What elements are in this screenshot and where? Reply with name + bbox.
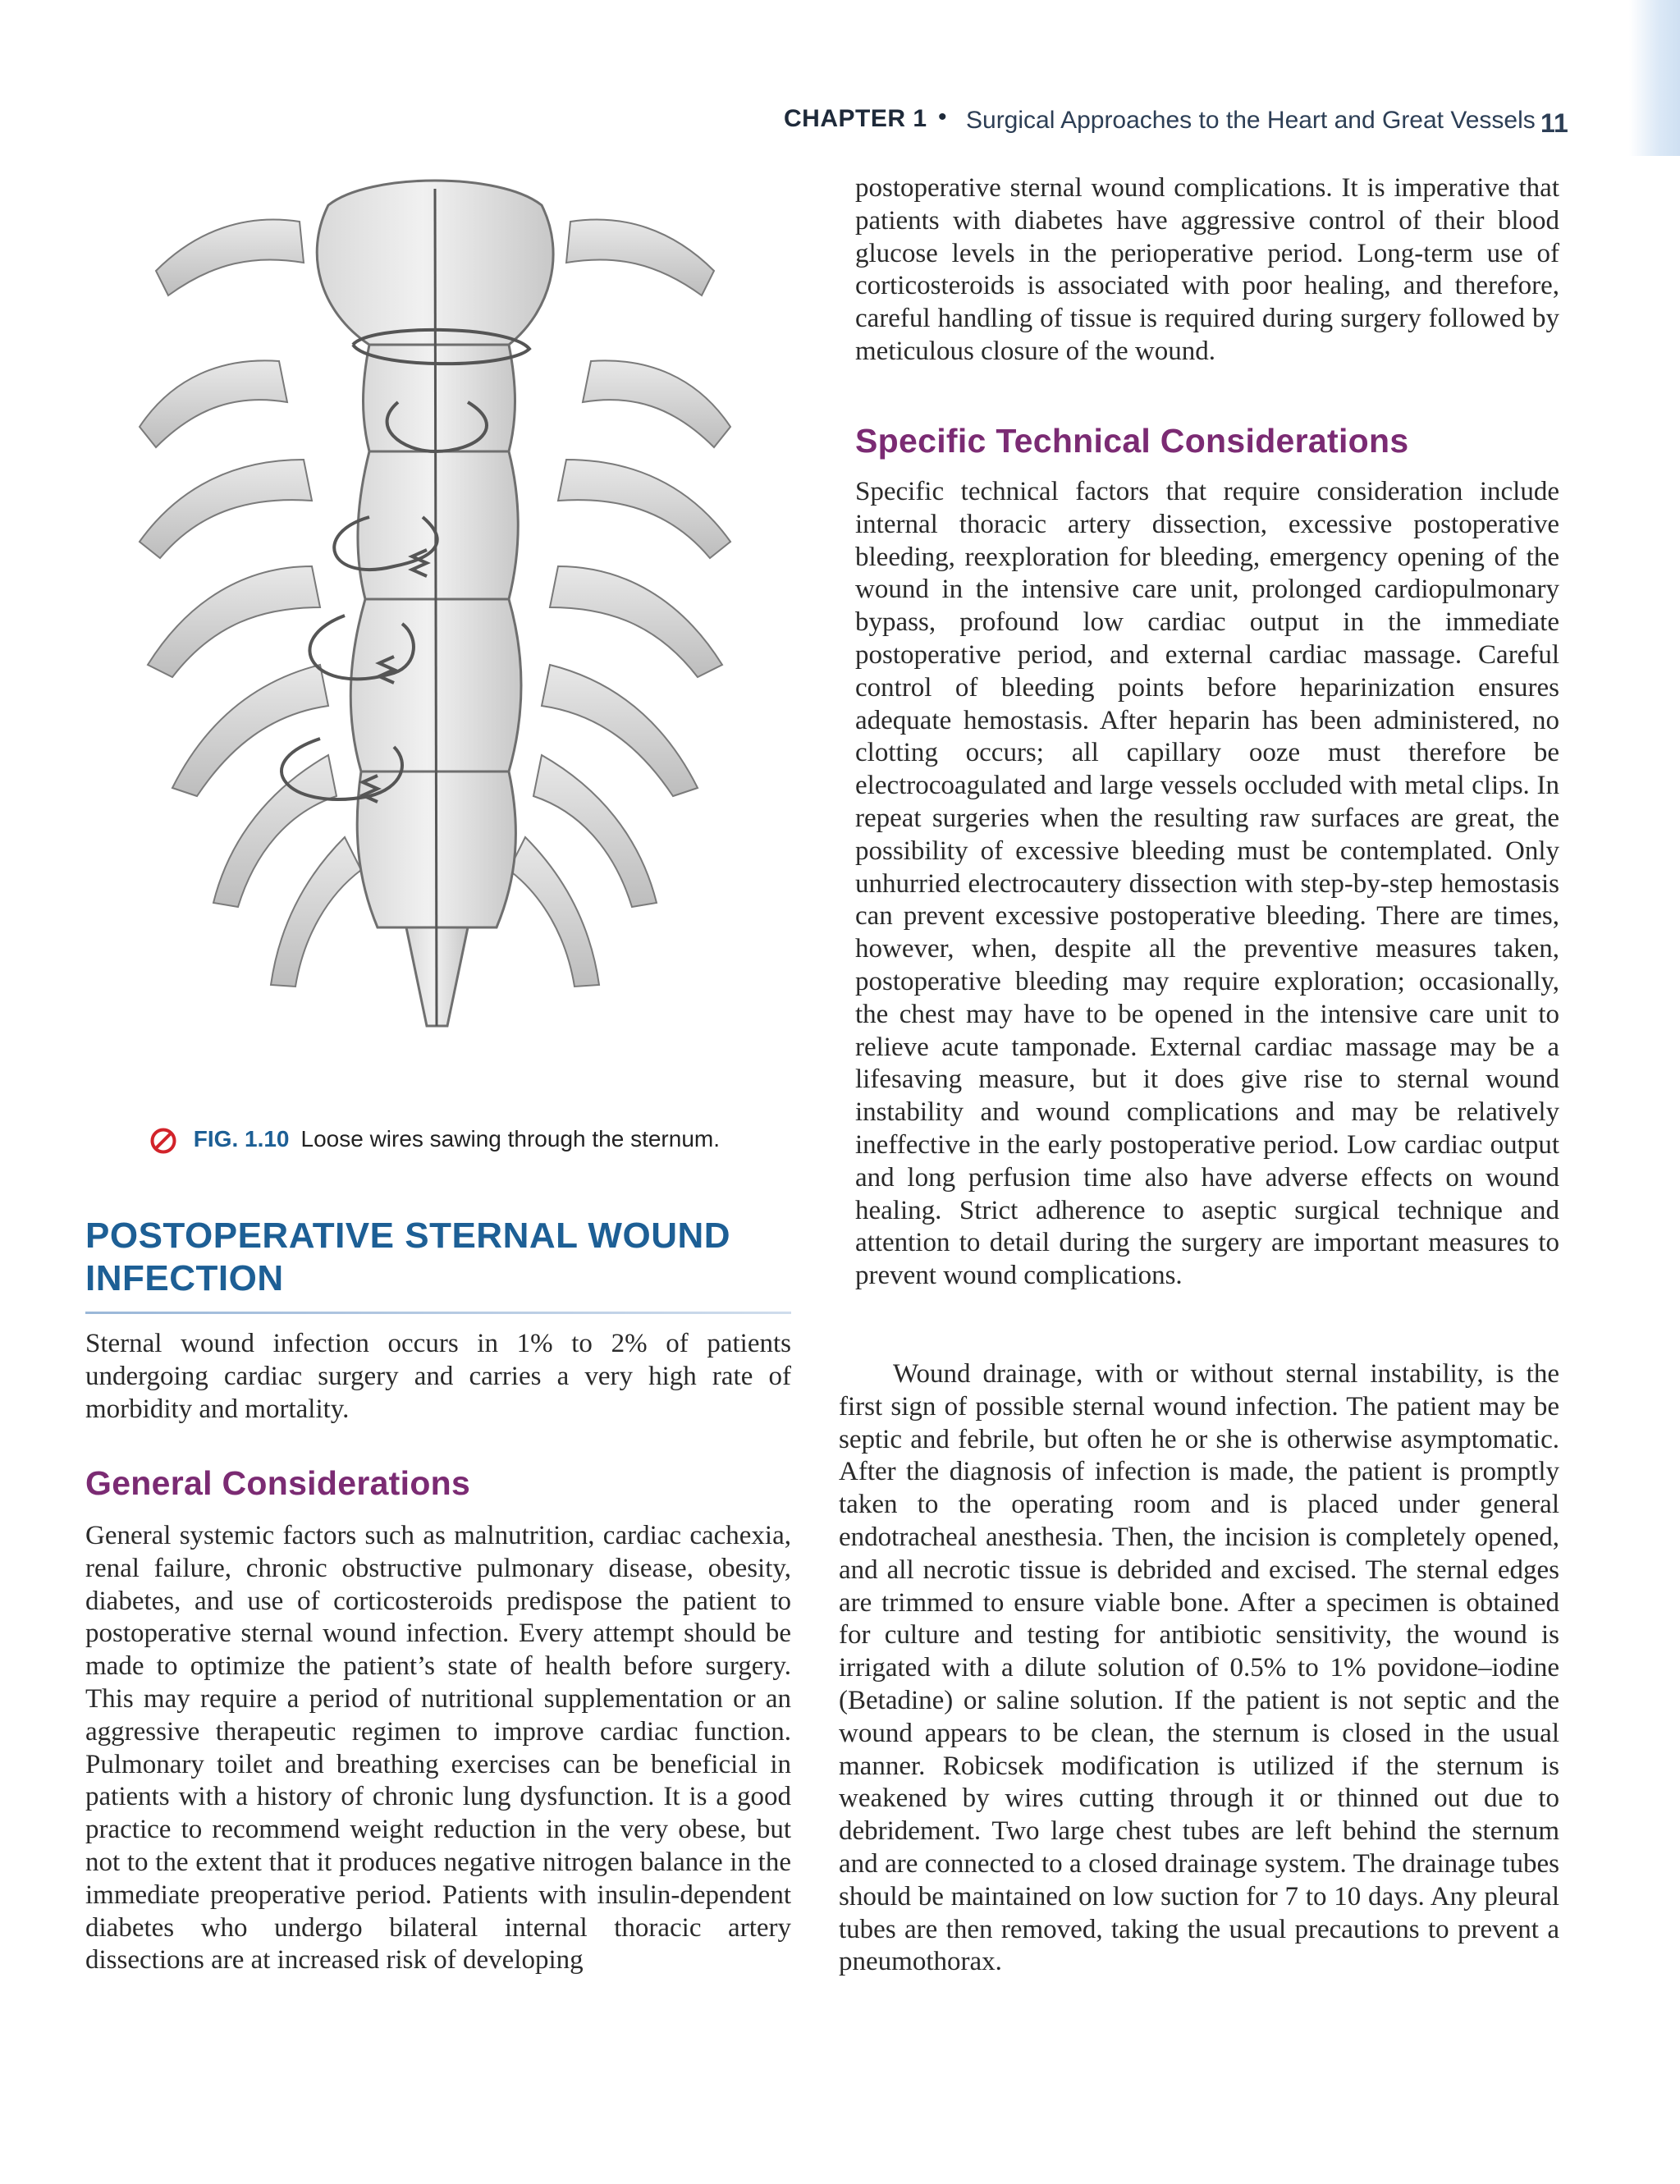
- chapter-title: Surgical Approaches to the Heart and Great Vessels: [966, 107, 1536, 134]
- prohibited-icon: [149, 1127, 177, 1155]
- header-bullet: •: [938, 103, 947, 130]
- continuation-paragraph: postoperative sternal wound complications. It is imperative that patients with diabetes have aggressive control of their blood glucose levels in the perioperative period. Long-term use of corticosteroids is associated with poor healing, and therefore, careful handling of tissue is required during surgery followed by meticulous closure of the wound.: [855, 173, 1559, 366]
- specific-considerations-heading: Specific Technical Considerations: [855, 422, 1409, 460]
- midline-cut: [435, 189, 437, 1026]
- section-heading: POSTOPERATIVE STERNAL WOUND INFECTION: [85, 1216, 731, 1298]
- figure-caption: [149, 1126, 720, 1155]
- specific-considerations-paragraph: Specific technical factors that require consideration include internal thoracic artery dissection, excessive postoperative bleeding, reexploration for bleeding, emergency opening of the wound in the intensive care unit, prolonged cardiopulmonary bypass, profound low cardiac output in the immediate postoperative period, and external cardiac massage. Careful control of bleeding points before heparinization ensures adequate hemostasis. After heparin has been administered, no clotting occurs; all capillary ooze must therefore be electrocoagulated and large vessels occluded with metal clips. In repeat surgeries when the resulting raw surfaces are great, the possibility of excessive bleeding must be contemplated. Only unhurried electrocautery dissection with step-by-step hemostasis can prevent excessive postoperative bleeding. There are times, however, when, despite all the preventive measures taken, postoperative bleeding may require exploration; occasionally, the chest may have to be opened in the intensive care unit to relieve acute tamponade. External cardiac massage may be a lifesaving measure, but it does give rise to sternal wound instability and wound complications and may be relatively ineffective in the early postoperative period. Low cardiac output and long perfusion time also have adverse effects on wound healing. Strict adherence to aseptic surgical technique and attention to detail during the surgery are important measures to prevent wound complications.: [855, 477, 1559, 1291]
- general-considerations-paragraph: General systemic factors such as malnutrition, cardiac cachexia, renal failure, chronic obstructive pulmonary disease, obesity, diabetes, and use of corticosteroids predispose the patient to postoperative sternal wound infection. Every attempt should be made to optimize the patient’s state of health before surgery. This may require a period of nutritional supplementation or an aggressive therapeutic regimen to improve cardiac function. Pulmonary toilet and breathing exercises can be beneficial in patients with a history of chronic lung dysfunction. It is a good practice to recommend weight reduction in the very obese, but not to the extent that it produces negative nitrogen balance in the immediate preoperative period. Patients with insulin-dependent diabetes who undergo bilateral internal thoracic artery dissections are at increased risk of developing: [85, 1521, 791, 1976]
- general-considerations-heading: General Considerations: [85, 1464, 471, 1502]
- wound-drainage-paragraph: Wound drainage, with or without sternal instability, is the first sign of possible sternal wound infection. The patient may be septic and febrile, but often he or she is otherwise asymptomatic. After the diagnosis of infection is made, the patient is promptly taken to the operating room and is placed under general endotracheal anesthesia. Then, the incision is completely opened, and all necrotic tissue is debrided and excised. The sternal edges are trimmed to ensure viable bone. After a specimen is obtained for culture and testing for antibiotic sensitivity, the wound is irrigated with a dilute solution of 0.5% to 1% povidone–iodine (Betadine) or saline solution. If the patient is not septic and the wound appears to be clean, the sternum is closed in the usual manner. Robicsek modification is utilized if the sternum is weakened by wires cutting through it or thinned out due to debridement. Two large chest tubes are left behind the sternum and are connected to a closed drainage system. The drainage tubes should be maintained on low suction for 7 to 10 days. Any pleural tubes are then removed, taking the usual precautions to prevent a pneumothorax.: [839, 1359, 1559, 1977]
- intro-paragraph: Sternal wound infection occurs in 1% to 2% of patients undergoing cardiac surgery and carries a very high rate of morbidity and mortality.: [85, 1329, 791, 1424]
- sternum-illustration: [123, 156, 747, 1059]
- chapter-label: CHAPTER 1: [784, 105, 927, 132]
- figure-label: FIG. 1.10: [193, 1126, 290, 1152]
- figure-caption-text: Loose wires sawing through the sternum.: [300, 1126, 720, 1152]
- heading-rule: [85, 1312, 791, 1314]
- running-header: [784, 100, 1596, 149]
- page-edge-tab: [1629, 0, 1680, 156]
- page-number: 11: [1540, 108, 1568, 138]
